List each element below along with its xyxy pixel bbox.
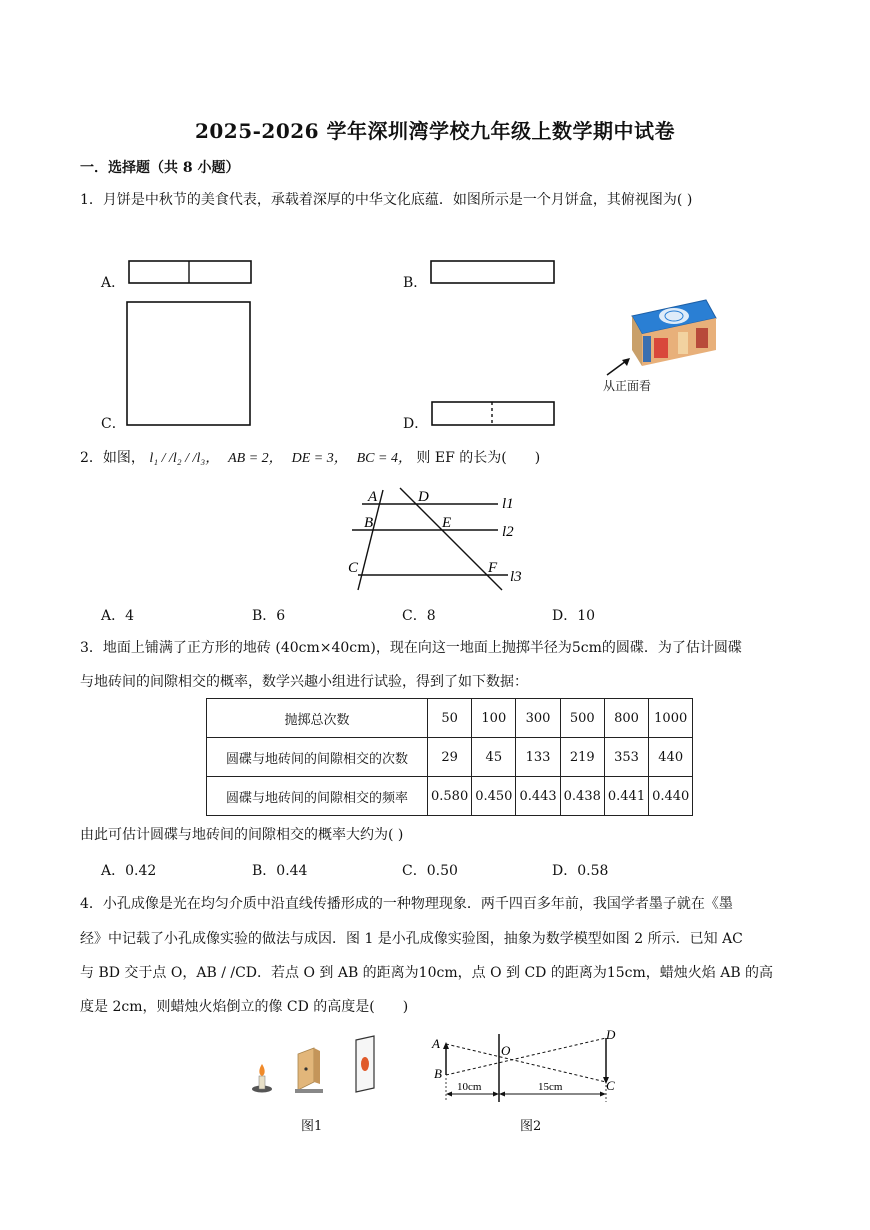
q2-label-a: A <box>368 489 378 505</box>
table-cell: 0.440 <box>649 777 693 816</box>
q2-label-l1: l1 <box>502 496 514 512</box>
q3-option-b: B．0.44 <box>252 863 308 879</box>
q1-option-a-figure <box>128 260 252 285</box>
table-cell: 圆碟与地砖间的间隙相交的次数 <box>207 738 428 777</box>
page-title: 2025-2026 学年深圳湾学校九年级上数学期中试卷 <box>194 119 676 143</box>
table-cell: 29 <box>428 738 472 777</box>
table-cell: 353 <box>604 738 648 777</box>
q3-option-d: D．0.58 <box>552 863 609 879</box>
table-cell: 100 <box>472 699 516 738</box>
q1-option-c-figure <box>126 301 252 427</box>
question-4-line-2: 经》中记载了小孔成像实验的做法与成因．图 1 是小孔成像实验图，抽象为数学模型如图 2 所示．已知 AC <box>80 931 743 947</box>
fig2-label-o: O <box>501 1043 511 1058</box>
q2-option-a: A．4 <box>101 608 135 624</box>
q3-option-c: C．0.50 <box>402 863 458 879</box>
q2-label-f: F <box>488 560 498 576</box>
question-3-ask: 由此可估计圆碟与地砖间的间隙相交的概率大约为( ) <box>80 827 404 843</box>
q1-option-b-figure <box>430 260 556 285</box>
question-4-line-4: 度是 2cm，则蜡烛火焰倒立的像 CD 的高度是( ) <box>80 999 409 1015</box>
q2-cond-de: DE = 3， <box>291 451 348 466</box>
table-row <box>207 699 693 738</box>
fig2-label-a: A <box>432 1036 440 1051</box>
table-cell: 800 <box>604 699 648 738</box>
table-cell: 133 <box>516 738 560 777</box>
q2-label-b: B <box>364 515 374 531</box>
table-cell: 300 <box>516 699 560 738</box>
table-cell: 50 <box>428 699 472 738</box>
figure-2-caption: 图2 <box>520 1119 542 1134</box>
q2-label-c: C <box>348 560 359 576</box>
q2-ask: 则 EF 的长为( ) <box>416 450 541 466</box>
q2-label-l2: l2 <box>502 524 514 540</box>
table-cell: 45 <box>472 738 516 777</box>
table-cell: 0.450 <box>472 777 516 816</box>
table-cell: 0.580 <box>428 777 472 816</box>
question-1-text: 1．月饼是中秋节的美食代表，承载着深厚的中华文化底蕴．如图所示是一个月饼盒，其俯视图为( ) <box>80 192 693 208</box>
table-cell: 0.441 <box>604 777 648 816</box>
q2-parallel-lines-figure <box>340 482 540 594</box>
fig2-dimension-10cm: 10cm <box>457 1081 482 1093</box>
figure-1-caption: 图1 <box>301 1119 323 1134</box>
q2-cond-ab: AB = 2， <box>228 451 283 466</box>
q2-option-b: B．6 <box>252 608 286 624</box>
question-4-line-3: 与 BD 交于点 O，AB / /CD．若点 O 到 AB 的距离为10cm，点 O 到 CD 的距离为15cm，蜡烛火焰 AB 的高 <box>80 965 774 981</box>
fig2-label-b: B <box>434 1066 442 1081</box>
table-cell: 440 <box>649 738 693 777</box>
q1-option-c-label: C． <box>101 416 126 432</box>
question-3-line-2: 与地砖间的间隙相交的概率，数学兴趣小组进行试验，得到了如下数据： <box>80 674 528 690</box>
table-cell: 0.443 <box>516 777 560 816</box>
table-row <box>207 777 693 816</box>
mooncake-caption: 从正面看 <box>603 379 652 393</box>
q2-label-d: D <box>418 489 429 505</box>
q2-label-e: E <box>442 515 452 531</box>
frequency-table <box>206 698 693 816</box>
fig2-label-c: C <box>606 1078 615 1093</box>
q2-parallel: l₁ / /l₂ / /l₃， <box>149 451 220 466</box>
table-cell: 500 <box>560 699 604 738</box>
fig2-dimension-15cm: 15cm <box>538 1081 563 1093</box>
table-cell: 219 <box>560 738 604 777</box>
q2-cond-bc: BC = 4， <box>356 451 412 466</box>
question-3-line-1: 3．地面上铺满了正方形的地砖 (40cm×40cm)，现在向这一地面上抛掷半径为5cm的圆碟．为了估计圆碟 <box>80 640 742 656</box>
table-cell: 圆碟与地砖间的间隙相交的频率 <box>207 777 428 816</box>
section-heading: 一．选择题（共 8 小题） <box>80 160 240 176</box>
table-cell: 1000 <box>649 699 693 738</box>
table-row <box>207 738 693 777</box>
q2-option-c: C．8 <box>402 608 436 624</box>
arrow-icon <box>604 356 634 378</box>
q1-option-d-figure <box>431 401 556 427</box>
pinhole-experiment-figure <box>248 1034 388 1098</box>
q1-option-b-label: B． <box>403 275 428 291</box>
q2-prefix: 2．如图， <box>80 450 145 466</box>
q2-option-d: D．10 <box>552 608 596 624</box>
q1-option-d-label: D． <box>403 416 429 432</box>
q3-option-a: A．0.42 <box>101 863 157 879</box>
question-2-text <box>80 449 540 468</box>
table-cell: 0.438 <box>560 777 604 816</box>
table-cell: 抛掷总次数 <box>207 699 428 738</box>
q1-option-a-label: A． <box>101 275 126 291</box>
question-4-line-1: 4．小孔成像是光在均匀介质中沿直线传播形成的一种物理现象．两千四百多年前，我国学者墨子就在《墨 <box>80 896 733 912</box>
fig2-label-d: D <box>606 1030 616 1042</box>
q2-label-l3: l3 <box>510 569 522 585</box>
pinhole-model-figure <box>428 1030 628 1106</box>
